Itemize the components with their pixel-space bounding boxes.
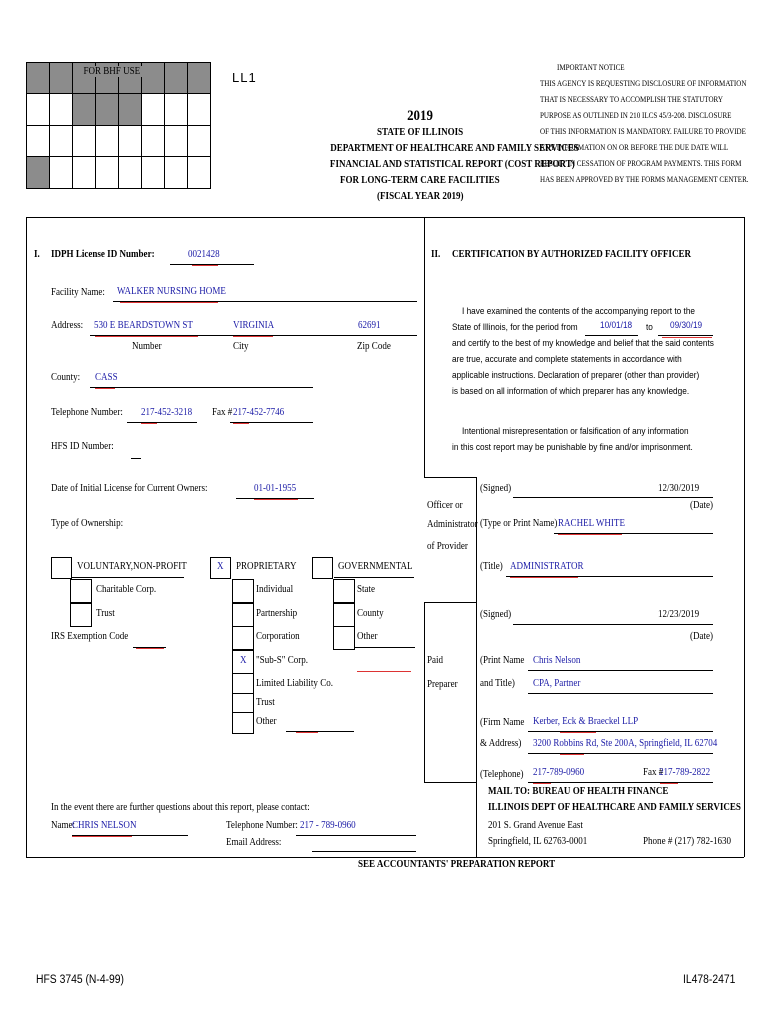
right-border (744, 217, 745, 857)
address-city[interactable]: VIRGINIA (233, 320, 275, 331)
proprietary-mark: X (217, 561, 224, 572)
spell-mark (560, 732, 596, 733)
rule (424, 602, 425, 782)
partnership-checkbox[interactable] (232, 603, 254, 627)
rule (585, 335, 638, 336)
number-caption: Number (132, 341, 162, 352)
llc-label: Limited Liability Co. (256, 678, 334, 689)
spell-mark (233, 336, 273, 337)
zip-caption: Zip Code (357, 341, 391, 352)
spell-mark (72, 836, 132, 837)
governmental-label: GOVERNMENTAL (338, 561, 413, 572)
partnership-label: Partnership (256, 608, 298, 619)
hfs-label: HFS ID Number: (51, 441, 114, 452)
other2-underline[interactable] (355, 647, 415, 648)
top-rule (26, 217, 744, 218)
spell-mark (95, 336, 198, 337)
state-label: State (357, 584, 376, 595)
proprietary-label: PROPRIETARY (236, 561, 297, 572)
rule (658, 335, 713, 336)
contact-phone-label: Telephone Number: (226, 820, 298, 831)
preparer-print-label: (Print Name (480, 655, 525, 666)
license-value[interactable]: 0021428 (188, 249, 220, 260)
notice-line: PURPOSE AS OUTLINED IN 210 ILCS 45/3-208. DISCLOSURE (540, 110, 732, 120)
bottom-rule (26, 857, 744, 858)
officer-caption: Officer or (427, 500, 463, 511)
ownership-label: Type of Ownership: (51, 518, 124, 529)
notice-line: ANY INFORMATION ON OR BEFORE THE DUE DATE WILL (540, 142, 729, 152)
mail-phone: Phone # (217) 782-1630 (643, 836, 732, 847)
city-caption: City (233, 341, 249, 352)
cert-line: is based on all information of which preparer has any knowledge. (452, 386, 690, 397)
warning-line: Intentional misrepresentation or falsification of any information (462, 426, 689, 437)
initial-license-value[interactable]: 01-01-1955 (254, 483, 297, 494)
grid-cell (187, 62, 211, 94)
cert-line: applicable instructions. Declaration of preparer (other than provider) (452, 370, 700, 381)
proprietary-checkbox[interactable] (210, 557, 231, 579)
grid-cell (187, 93, 211, 126)
state-checkbox[interactable] (333, 579, 355, 603)
preparer-fax-label: Fax # (643, 767, 664, 778)
state-title: STATE OF ILLINOIS (376, 127, 464, 138)
firm-name[interactable]: Kerber, Eck & Braeckel LLP (533, 716, 639, 727)
cert-line: are true, accurate and complete statements in accordance with (452, 354, 682, 365)
bhf-label: FOR BHF USE (80, 66, 144, 77)
facility-value[interactable]: WALKER NURSING HOME (117, 286, 226, 297)
notice-line: OF THIS INFORMATION IS MANDATORY. FAILURE TO PROVIDE (540, 126, 746, 136)
cert-line: and certify to the best of my knowledge and belief that the said contents (452, 338, 714, 349)
contact-name[interactable]: CHRIS NELSON (72, 820, 137, 831)
grid-cell (49, 125, 73, 157)
officer-name[interactable]: RACHEL WHITE (558, 518, 625, 529)
mail-line: ILLINOIS DEPT OF HEALTHCARE AND FAMILY SERVICES (488, 802, 741, 813)
other-checkbox[interactable] (232, 712, 254, 734)
rule (72, 577, 184, 578)
paid-caption: Preparer (427, 679, 458, 690)
rule (528, 670, 713, 671)
form-id: IL478-2471 (683, 974, 736, 986)
period-to-label: to (646, 322, 653, 333)
notice-title: IMPORTANT NOTICE (557, 62, 625, 72)
rule (424, 602, 476, 603)
grid-cell (164, 62, 188, 94)
rule (476, 477, 477, 857)
period-to[interactable]: 09/30/19 (670, 320, 703, 331)
report-title: FINANCIAL AND STATISTICAL REPORT (COST REPORT) (329, 159, 575, 170)
grid-cell (95, 156, 119, 189)
contact-email-line[interactable] (312, 851, 416, 852)
charitable-checkbox[interactable] (70, 579, 92, 603)
voluntary-label: VOLUNTARY,NON-PROFIT (77, 561, 187, 572)
other2-label: Other (357, 631, 378, 642)
grid-cell (26, 93, 50, 126)
license-label: IDPH License ID Number: (51, 249, 155, 260)
preparer-date[interactable]: 12/23/2019 (658, 609, 700, 620)
see-note: SEE ACCOUNTANTS' PREPARATION REPORT (358, 859, 556, 870)
rule (528, 693, 713, 694)
firm-label: (Firm Name (480, 717, 525, 728)
preparer-telephone[interactable]: 217-789-0960 (533, 767, 585, 778)
officer-signed-date[interactable]: 12/30/2019 (658, 483, 700, 494)
county2-checkbox[interactable] (333, 603, 355, 627)
grid-cell (26, 156, 50, 189)
irs-label: IRS Exemption Code (51, 631, 129, 642)
officer-signature-line[interactable] (513, 497, 713, 498)
print-name-label: (Type or Print Name) (480, 518, 558, 529)
grid-cell (118, 125, 142, 157)
address-street[interactable]: 530 E BEARDSTOWN ST (94, 320, 193, 331)
notice-line: THIS AGENCY IS REQUESTING DISCLOSURE OF INFORMATION (540, 78, 747, 88)
mail-line: 201 S. Grand Avenue East (488, 820, 583, 831)
spell-mark (136, 648, 164, 649)
initial-license-label: Date of Initial License for Current Owners: (51, 483, 208, 494)
fiscal-year-title: (FISCAL YEAR 2019) (376, 191, 464, 202)
individual-label: Individual (256, 584, 294, 595)
fax-value[interactable]: 217-452-7746 (233, 407, 285, 418)
address-label: Address: (51, 320, 84, 331)
spell-mark (192, 265, 218, 266)
phone-label: Telephone Number: (51, 407, 123, 418)
notice-line: THAT IS NECESSARY TO ACCOMPLISH THE STATUTORY (540, 94, 723, 104)
grid-cell (72, 93, 96, 126)
spell-mark (357, 671, 411, 672)
period-from[interactable]: 10/01/18 (600, 320, 633, 331)
report-year: 2019 (407, 108, 433, 124)
subs-mark: X (240, 655, 247, 666)
grid-cell (141, 156, 165, 189)
voluntary-checkbox[interactable] (51, 557, 72, 579)
grid-cell (49, 156, 73, 189)
subs-checkbox[interactable] (232, 650, 254, 674)
cert-line: I have examined the contents of the accompanying report to the (462, 306, 696, 317)
grid-cell (95, 93, 119, 126)
corporation-checkbox[interactable] (232, 626, 254, 650)
county2-label: County (357, 608, 384, 619)
grid-cell (164, 156, 188, 189)
preparer-signed-label: (Signed) (480, 609, 512, 620)
rule (334, 577, 414, 578)
grid-cell (187, 156, 211, 189)
form-code: LL1 (232, 70, 257, 85)
cert-line: State of Illinois, for the period from (452, 322, 578, 333)
preparer-date-label: (Date) (690, 631, 714, 642)
rule (424, 477, 476, 478)
preparer-title[interactable]: CPA, Partner (533, 678, 581, 689)
grid-cell (95, 125, 119, 157)
officer-caption: of Provider (427, 541, 468, 552)
subs-label: "Sub-S" Corp. (256, 655, 309, 666)
spell-mark (560, 754, 584, 755)
grid-cell (141, 62, 165, 94)
grid-cell (141, 125, 165, 157)
corporation-label: Corporation (256, 631, 300, 642)
notice-line: RESULT IN CESSATION OF PROGRAM PAYMENTS. THIS FORM (540, 158, 742, 168)
other2-checkbox[interactable] (333, 626, 355, 650)
grid-cell (118, 93, 142, 126)
firm-label: & Address) (480, 738, 522, 749)
preparer-fax[interactable]: 217-789-2822 (659, 767, 711, 778)
grid-cell (26, 125, 50, 157)
mail-line: Springfield, IL 62763-0001 (488, 836, 588, 847)
grid-cell (164, 125, 188, 157)
fax-label: Fax # (212, 407, 233, 418)
rule (424, 782, 476, 783)
mail-line: MAIL TO: BUREAU OF HEALTH FINANCE (488, 786, 669, 797)
spell-mark (233, 423, 249, 424)
contact-name-label: Name: (51, 820, 76, 831)
trust2-label: Trust (256, 697, 275, 708)
grid-cell (118, 156, 142, 189)
paid-caption: Paid (427, 655, 444, 666)
county-label: County: (51, 372, 81, 383)
spell-mark (95, 388, 115, 389)
other-label: Other (256, 716, 277, 727)
officer-signed-label: (Signed) (480, 483, 512, 494)
trust-checkbox[interactable] (70, 603, 92, 627)
county-value[interactable]: CASS (95, 372, 118, 383)
address-zip[interactable]: 62691 (358, 320, 381, 331)
preparer-name[interactable]: Chris Nelson (533, 655, 581, 666)
hfs-underline[interactable] (131, 458, 141, 459)
grid-cell (164, 93, 188, 126)
facilities-title: FOR LONG-TERM CARE FACILITIES (340, 175, 500, 186)
warning-line: in this cost report may be punishable by fine and/or imprisonment. (452, 442, 693, 453)
spell-mark (296, 732, 318, 733)
certification-title: CERTIFICATION BY AUTHORIZED FACILITY OFFICER (452, 249, 692, 260)
spell-mark (510, 577, 578, 578)
telephone-label: (Telephone) (480, 769, 524, 780)
spell-mark (558, 534, 622, 535)
rule (528, 731, 713, 732)
section-2-number: II. (431, 249, 441, 260)
phone-value[interactable]: 217-452-3218 (141, 407, 193, 418)
officer-date-label: (Date) (690, 500, 714, 511)
preparer-signature-line[interactable] (513, 624, 713, 625)
trust-label: Trust (96, 608, 115, 619)
governmental-checkbox[interactable] (312, 557, 333, 579)
rule (296, 835, 416, 836)
grid-cell (141, 93, 165, 126)
facility-label: Facility Name: (51, 287, 105, 298)
grid-cell (26, 62, 50, 94)
grid-cell (49, 93, 73, 126)
spell-mark (533, 783, 551, 784)
grid-cell (187, 125, 211, 157)
spell-mark (141, 423, 157, 424)
phone-underline (127, 422, 197, 423)
individual-checkbox[interactable] (232, 579, 254, 603)
section-divider (424, 217, 425, 477)
officer-caption: Administrator (427, 519, 478, 530)
contact-email-label: Email Address: (226, 837, 282, 848)
contact-intro: In the event there are further questions about this report, please contact: (51, 802, 310, 813)
title-label: (Title) (480, 561, 503, 572)
section-1-number: I. (34, 249, 40, 260)
county-underline (90, 387, 313, 388)
rule (528, 782, 713, 783)
grid-cell (72, 125, 96, 157)
spell-mark (120, 302, 218, 303)
department-title: DEPARTMENT OF HEALTHCARE AND FAMILY SERVICES (330, 143, 579, 154)
spell-mark (254, 499, 298, 500)
form-number: HFS 3745 (N-4-99) (36, 974, 125, 986)
notice-line: HAS BEEN APPROVED BY THE FORMS MANAGEMENT CENTER. (540, 174, 749, 184)
contact-phone[interactable]: 217 - 789-0960 (300, 820, 356, 831)
grid-cell (49, 62, 73, 94)
rule (528, 753, 713, 754)
left-border (26, 217, 27, 857)
firm-address[interactable]: 3200 Robbins Rd, Ste 200A, Springfield, IL 62704 (533, 738, 718, 749)
preparer-print-label: and Title) (480, 678, 515, 689)
officer-title[interactable]: ADMINISTRATOR (510, 561, 584, 572)
spell-mark (660, 783, 678, 784)
grid-cell (72, 156, 96, 189)
charitable-label: Charitable Corp. (96, 584, 157, 595)
